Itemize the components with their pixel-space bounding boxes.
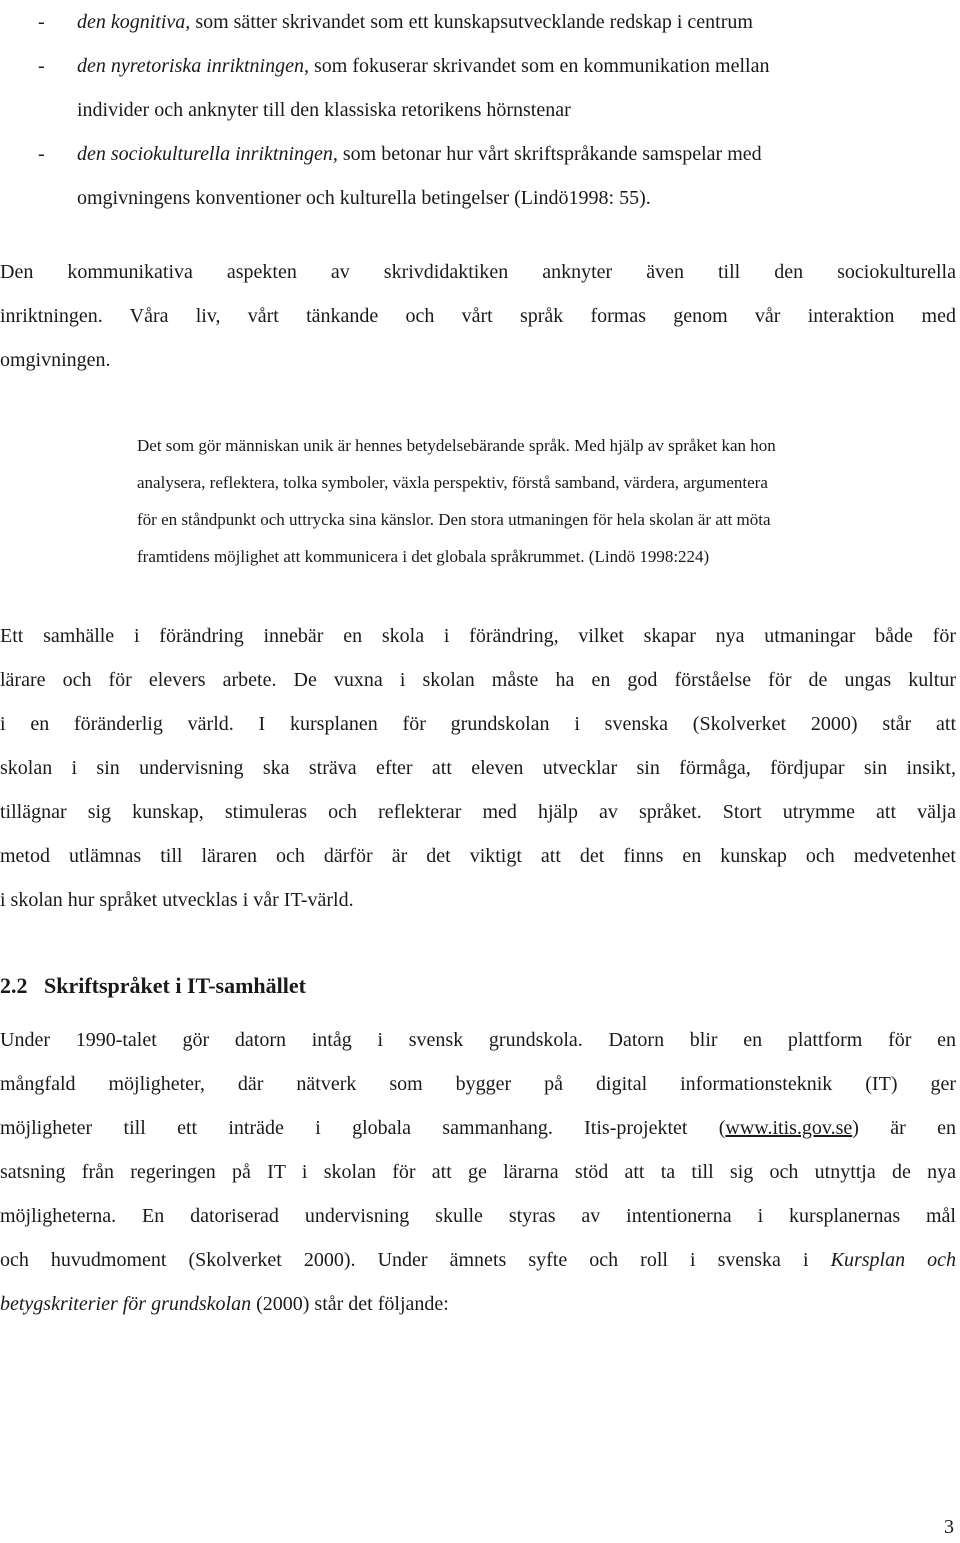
- text-line: i skolan hur språket utvecklas i vår IT-värld.: [0, 889, 354, 911]
- list-item: [0, 44, 960, 132]
- section-title: Skriftspråket i IT-samhället: [44, 973, 306, 998]
- text-line: inriktningen. Våra liv, vårt tänkande och vårt språk formas genom vår interaktion med: [0, 305, 956, 327]
- list-text: som sätter skrivandet som ett kunskapsutvecklande redskap i centrum: [195, 11, 753, 33]
- list-item: [0, 132, 960, 220]
- itis-link[interactable]: www.itis.gov.se: [725, 1117, 853, 1139]
- list-term: den nyretoriska inriktningen,: [77, 55, 309, 77]
- text-line: i en föränderlig värld. I kursplanen för grundskolan i svenska (Skolverket 2000) står att: [0, 713, 956, 735]
- text-segment: (2000) står det följande:: [256, 1293, 449, 1315]
- text-segment: och huvudmoment (Skolverket 2000). Under ämnets syfte och roll i svenska i: [0, 1249, 809, 1271]
- quote-line: för en ståndpunkt och uttrycka sina känslor. Den stora utmaningen för hela skolan är att möta: [137, 510, 771, 529]
- text-line: metod utlämnas till läraren och därför är det viktigt att det finns en kunskap och medvetenhet: [0, 845, 956, 867]
- text-line: skolan i sin undervisning ska sträva efter att eleven utvecklar sin förmåga, fördjupar sin insikt,: [0, 757, 956, 779]
- list-dash: -: [38, 11, 45, 33]
- paragraph-communicative-aspect: [0, 250, 956, 382]
- italic-title: betygskriterier för grundskolan: [0, 1293, 252, 1315]
- text-line: Den kommunikativa aspekten av skrivdidaktiken anknyter även till den sociokulturella: [0, 261, 956, 283]
- text-line: [0, 1106, 956, 1150]
- list-dash: -: [38, 143, 45, 165]
- paragraph-changing-society: [0, 614, 956, 922]
- text-line: Ett samhälle i förändring innebär en skola i förändring, vilket skapar nya utmaningar både för: [0, 625, 956, 647]
- list-text: individer och anknyter till den klassiska retorikens hörnstenar: [77, 99, 571, 121]
- list-term: den kognitiva,: [77, 11, 191, 33]
- list-text: omgivningens konventioner och kulturella betingelser (Lindö1998: 55).: [77, 187, 651, 209]
- text-line: satsning från regeringen på IT i skolan för att ge lärarna stöd att ta till sig och utnyttja de nya: [0, 1161, 956, 1183]
- text-line: tillägnar sig kunskap, stimuleras och reflekterar med hjälp av språket. Stort utrymme att välja: [0, 801, 956, 823]
- italic-title: Kursplan och: [830, 1249, 956, 1271]
- list-text: som betonar hur vårt skriftspråkande samspelar med: [342, 143, 762, 165]
- list-item: [0, 0, 960, 44]
- approach-list: [0, 0, 960, 220]
- paragraph-it-society: [0, 1018, 956, 1326]
- page-number: 3: [944, 1516, 954, 1538]
- list-text: som fokuserar skrivandet som en kommunikation mellan: [314, 55, 770, 77]
- text-line: Under 1990-talet gör datorn intåg i svensk grundskola. Datorn blir en plattform för en: [0, 1029, 956, 1051]
- text-segment: ) är en: [852, 1117, 956, 1139]
- section-heading: [0, 966, 306, 1006]
- text-line: [0, 1282, 956, 1326]
- section-number: 2.2: [0, 973, 28, 998]
- list-term: den sociokulturella inriktningen,: [77, 143, 338, 165]
- list-dash: -: [38, 55, 45, 77]
- text-line: omgivningen.: [0, 349, 111, 371]
- text-line: mångfald möjligheter, där nätverk som bygger på digital informationsteknik (IT) ger: [0, 1073, 956, 1095]
- quote-line: framtidens möjlighet att kommunicera i det globala språkrummet. (Lindö 1998:224): [137, 547, 710, 566]
- text-segment: möjligheter till ett inträde i globala sammanhang. Itis-projektet (: [0, 1117, 726, 1139]
- quote-line: analysera, reflektera, tolka symboler, växla perspektiv, förstå samband, värdera, argumentera: [137, 473, 768, 492]
- text-line: [0, 1238, 956, 1282]
- quote-line: Det som gör människan unik är hennes betydelsebärande språk. Med hjälp av språket kan hon: [137, 436, 776, 455]
- block-quote: [137, 427, 927, 575]
- text-line: möjligheterna. En datoriserad undervisning skulle styras av intentionerna i kursplanernas mål: [0, 1205, 956, 1227]
- text-line: lärare och för elevers arbete. De vuxna i skolan måste ha en god förståelse för de ungas kultur: [0, 669, 956, 691]
